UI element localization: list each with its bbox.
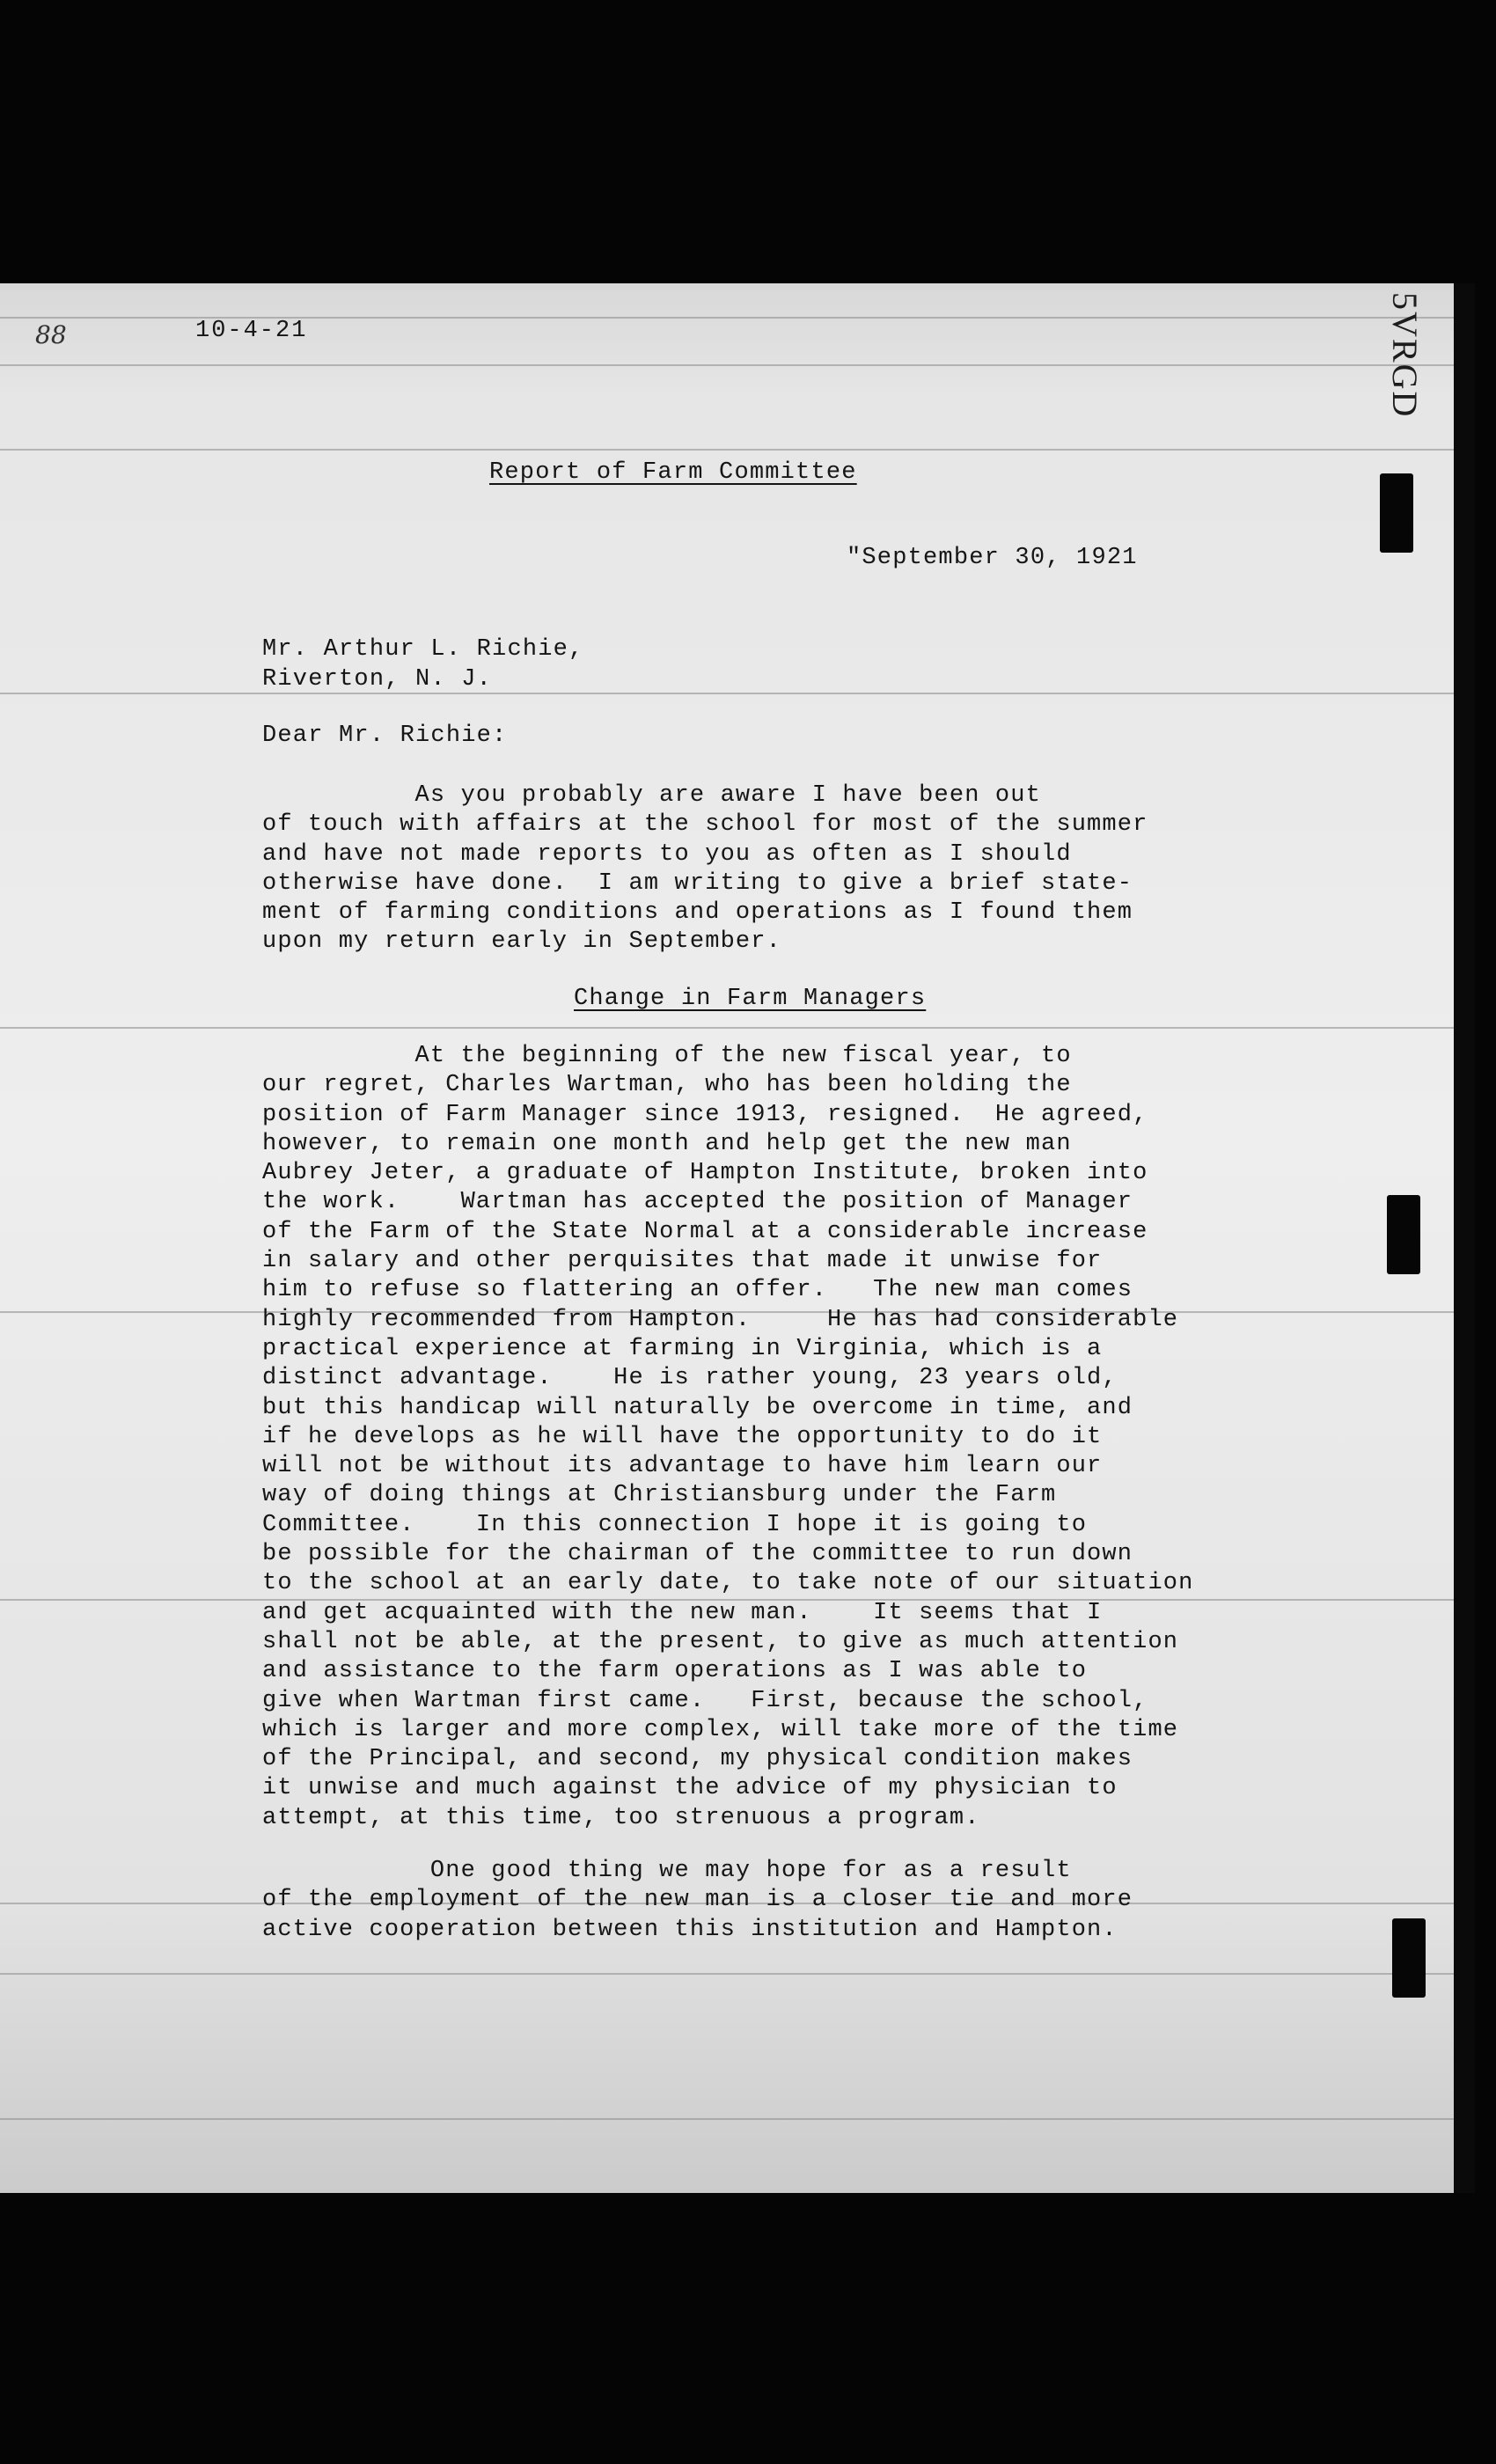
- ruling-line: [0, 693, 1475, 694]
- recipient-name: Mr. Arthur L. Richie,: [262, 636, 584, 663]
- text-line: of the Principal, and second, my physical condition makes: [262, 1746, 1133, 1773]
- text-line: upon my return early in September.: [262, 928, 781, 956]
- text-line: attempt, at this time, too strenuous a program.: [262, 1804, 980, 1831]
- ruling-line: [0, 449, 1475, 451]
- recipient-address: Riverton, N. J.: [262, 666, 493, 693]
- text-line: ment of farming conditions and operations as I found them: [262, 899, 1133, 927]
- text-line: highly recommended from Hampton. He has had considerable: [262, 1306, 1179, 1333]
- salutation: Dear Mr. Richie:: [262, 722, 508, 749]
- page-number-handwritten: 88: [35, 320, 67, 349]
- text-line: him to refuse so flattering an offer. The new man comes: [262, 1277, 1133, 1304]
- text-line: if he develops as he will have the opportunity to do it: [262, 1423, 1103, 1450]
- text-line: of the employment of the new man is a closer tie and more: [262, 1887, 1133, 1914]
- side-label: 5VRGD: [1385, 292, 1425, 419]
- letter-date: "September 30, 1921: [847, 545, 1138, 571]
- text-line: Aubrey Jeter, a graduate of Hampton Institute, broken into: [262, 1160, 1148, 1187]
- ruling-line: [0, 1973, 1475, 1975]
- ruling-line: [0, 364, 1475, 366]
- text-line: the work. Wartman has accepted the position of Manager: [262, 1189, 1133, 1216]
- text-line: At the beginning of the new fiscal year, to: [262, 1043, 1072, 1069]
- text-line: of touch with affairs at the school for most of the summer: [262, 811, 1148, 839]
- text-line: and get acquainted with the new man. It seems that I: [262, 1599, 1103, 1626]
- paragraph-farm-managers: [262, 1042, 1406, 1833]
- text-line: however, to remain one month and help get the new man: [262, 1130, 1072, 1157]
- text-line: but this handicap will naturally be overcome in time, and: [262, 1394, 1133, 1421]
- text-line: and have not made reports to you as often as I should: [262, 840, 1072, 868]
- text-line: distinct advantage. He is rather young, 23 years old,: [262, 1365, 1118, 1392]
- text-line: One good thing we may hope for as a result: [262, 1858, 1072, 1884]
- text-line: As you probably are aware I have been out: [262, 782, 1041, 809]
- text-line: otherwise have done. I am writing to give a brief state-: [262, 869, 1133, 897]
- text-line: shall not be able, at the present, to give as much attention: [262, 1628, 1179, 1655]
- text-line: be possible for the chairman of the committee to run down: [262, 1541, 1133, 1568]
- text-line: active cooperation between this institution and Hampton.: [262, 1916, 1118, 1943]
- ruling-line: [0, 2118, 1475, 2120]
- text-line: of the Farm of the State Normal at a considerable increase: [262, 1218, 1148, 1245]
- ruling-line: [0, 1027, 1475, 1029]
- text-line: to the school at an early date, to take note of our situation: [262, 1570, 1194, 1597]
- text-line: practical experience at farming in Virginia, which is a: [262, 1335, 1103, 1362]
- report-title: Report of Farm Committee: [489, 459, 857, 486]
- document-page: [0, 283, 1475, 2193]
- date-stamp: 10-4-21: [195, 318, 308, 344]
- text-line: position of Farm Manager since 1913, resigned. He agreed,: [262, 1101, 1148, 1128]
- text-line: which is larger and more complex, will take more of the time: [262, 1716, 1179, 1743]
- text-line: give when Wartman first came. First, because the school,: [262, 1687, 1148, 1714]
- page-edge-bar: [1454, 283, 1475, 2193]
- text-line: Committee. In this connection I hope it is going to: [262, 1511, 1088, 1538]
- paragraph-intro: [262, 781, 1406, 957]
- text-line: in salary and other perquisites that made it unwise for: [262, 1248, 1103, 1275]
- text-line: our regret, Charles Wartman, who has been holding the: [262, 1072, 1072, 1099]
- text-line: way of doing things at Christiansburg under the Farm: [262, 1482, 1057, 1509]
- index-tab-marker: [1380, 473, 1413, 553]
- text-line: and assistance to the farm operations as I was able to: [262, 1658, 1088, 1685]
- section-heading: Change in Farm Managers: [574, 986, 927, 1012]
- text-line: will not be without its advantage to have him learn our: [262, 1453, 1103, 1480]
- paragraph-closing: [262, 1857, 1406, 1945]
- text-line: it unwise and much against the advice of my physician to: [262, 1775, 1118, 1802]
